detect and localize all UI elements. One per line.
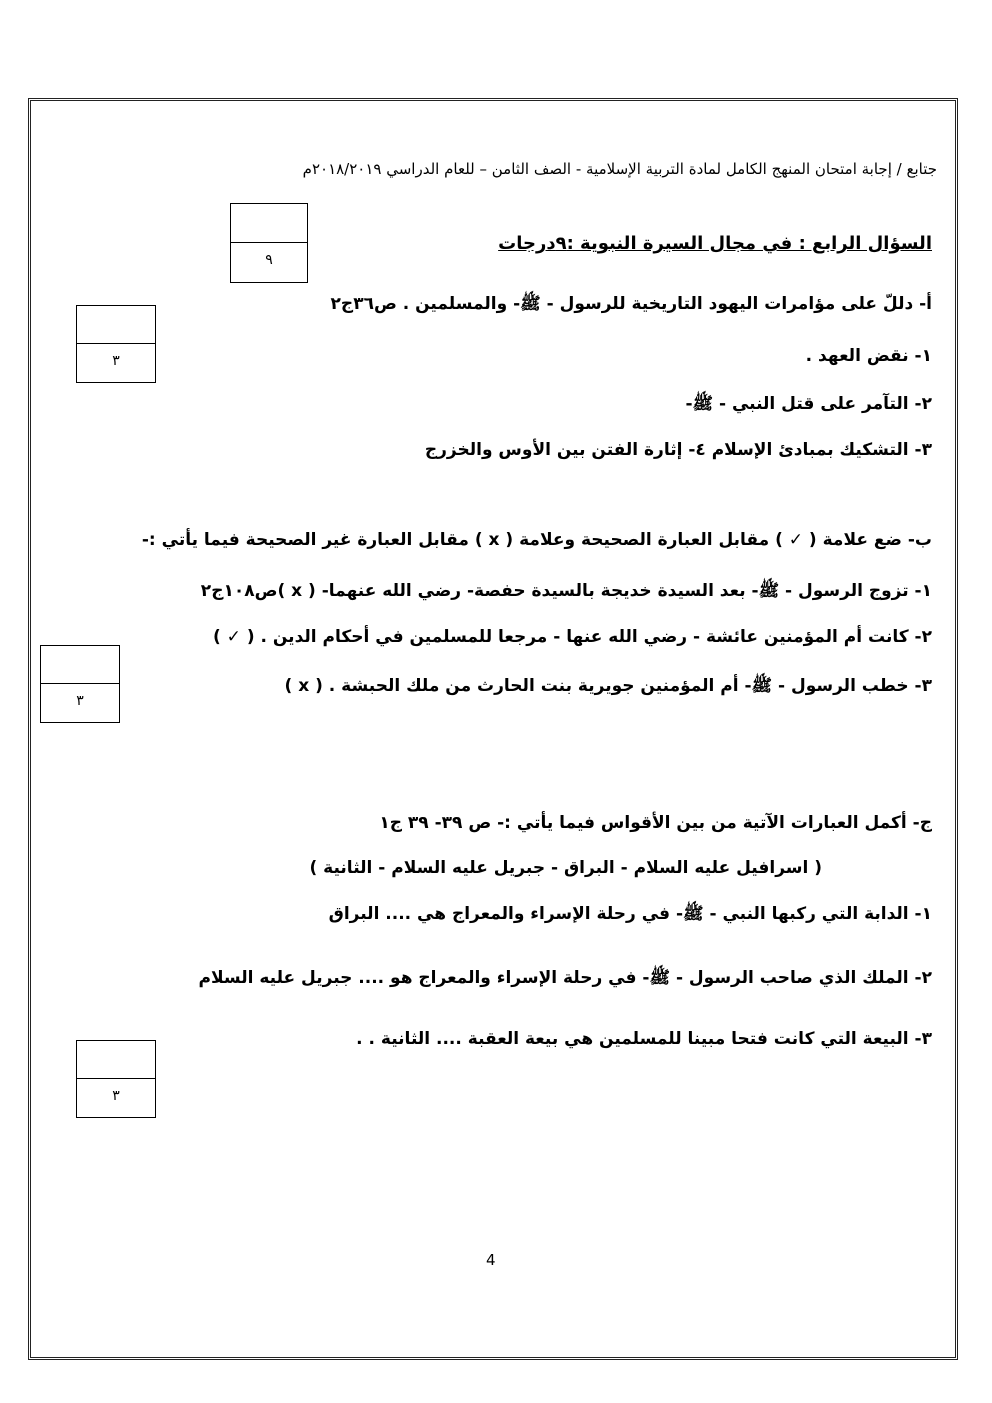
- score-box-blank: [41, 646, 119, 684]
- section-a-prompt: أ- دللّ على مؤامرات اليهود التاريخية للرسول - ﷺ- والمسلمين . ص٣٦ج٢: [330, 294, 932, 314]
- page-number: 4: [486, 1251, 496, 1269]
- section-a-score-box: [76, 305, 156, 383]
- section-a-item: ٢- التآمر على قتل النبي - ﷺ-: [685, 394, 932, 414]
- total-score-box: [230, 203, 308, 283]
- section-b-item: ١- تزوج الرسول - ﷺ- بعد السيدة خديجة بالسيدة حفصة- رضي الله عنهما- ( x )ص١٠٨ج٢: [200, 581, 932, 601]
- score-value: ٣: [112, 353, 120, 369]
- section-c-item: ٢- الملك الذي صاحب الرسول - ﷺ- في رحلة الإسراء والمعراج هو .... جبريل عليه السلام: [198, 968, 932, 988]
- question-title: السؤال الرابع : في مجال السيرة النبوية :٩درجات: [498, 233, 932, 254]
- section-b-prompt: ب- ضع علامة ( ✓ ) مقابل العبارة الصحيحة وعلامة ( x ) مقابل العبارة غير الصحيحة فيما يأتي :-: [141, 530, 932, 550]
- section-c-prompt: ج- أكمل العبارات الآتية من بين الأقواس فيما يأتي :- ص ٣٩- ٣٩ ج١: [379, 813, 932, 833]
- score-value: ٩: [265, 252, 273, 268]
- section-b-item: ٣- خطب الرسول - ﷺ- أم المؤمنين جويرية بنت الحارث من ملك الحبشة . ( x ): [284, 676, 932, 696]
- section-b-item: ٢- كانت أم المؤمنين عائشة - رضي الله عنها - مرجعا للمسلمين في أحكام الدين . ( ✓ ): [212, 627, 932, 647]
- page-border: [28, 98, 958, 1360]
- section-b-score-box: [40, 645, 120, 723]
- score-box-blank: [231, 204, 307, 243]
- section-c-options: ( اسرافيل عليه السلام - البراق - جبريل عليه السلام - الثانية ): [309, 858, 822, 878]
- score-box-blank: [77, 306, 155, 344]
- score-value: ٣: [112, 1088, 120, 1104]
- section-a-item: ١- نقض العهد .: [805, 346, 932, 366]
- section-c-score-box: [76, 1040, 156, 1118]
- section-c-item: ٣- البيعة التي كانت فتحا مبينا للمسلمين هي بيعة العقبة .... الثانية . .: [356, 1029, 932, 1049]
- section-a-item: ٣- التشكيك بمبادئ الإسلام ٤- إثارة الفتن بين الأوس والخزرج: [424, 440, 932, 460]
- score-box-blank: [77, 1041, 155, 1079]
- exam-header: جتابع / إجابة امتحان المنهج الكامل لمادة التربية الإسلامية - الصف الثامن – للعام الدراسي ٢٠١٨/٢٠١٩م: [302, 160, 937, 178]
- section-c-item: ١- الدابة التي ركبها النبي - ﷺ- في رحلة الإسراء والمعراج هي .... البراق: [328, 904, 932, 924]
- score-value: ٣: [76, 693, 84, 709]
